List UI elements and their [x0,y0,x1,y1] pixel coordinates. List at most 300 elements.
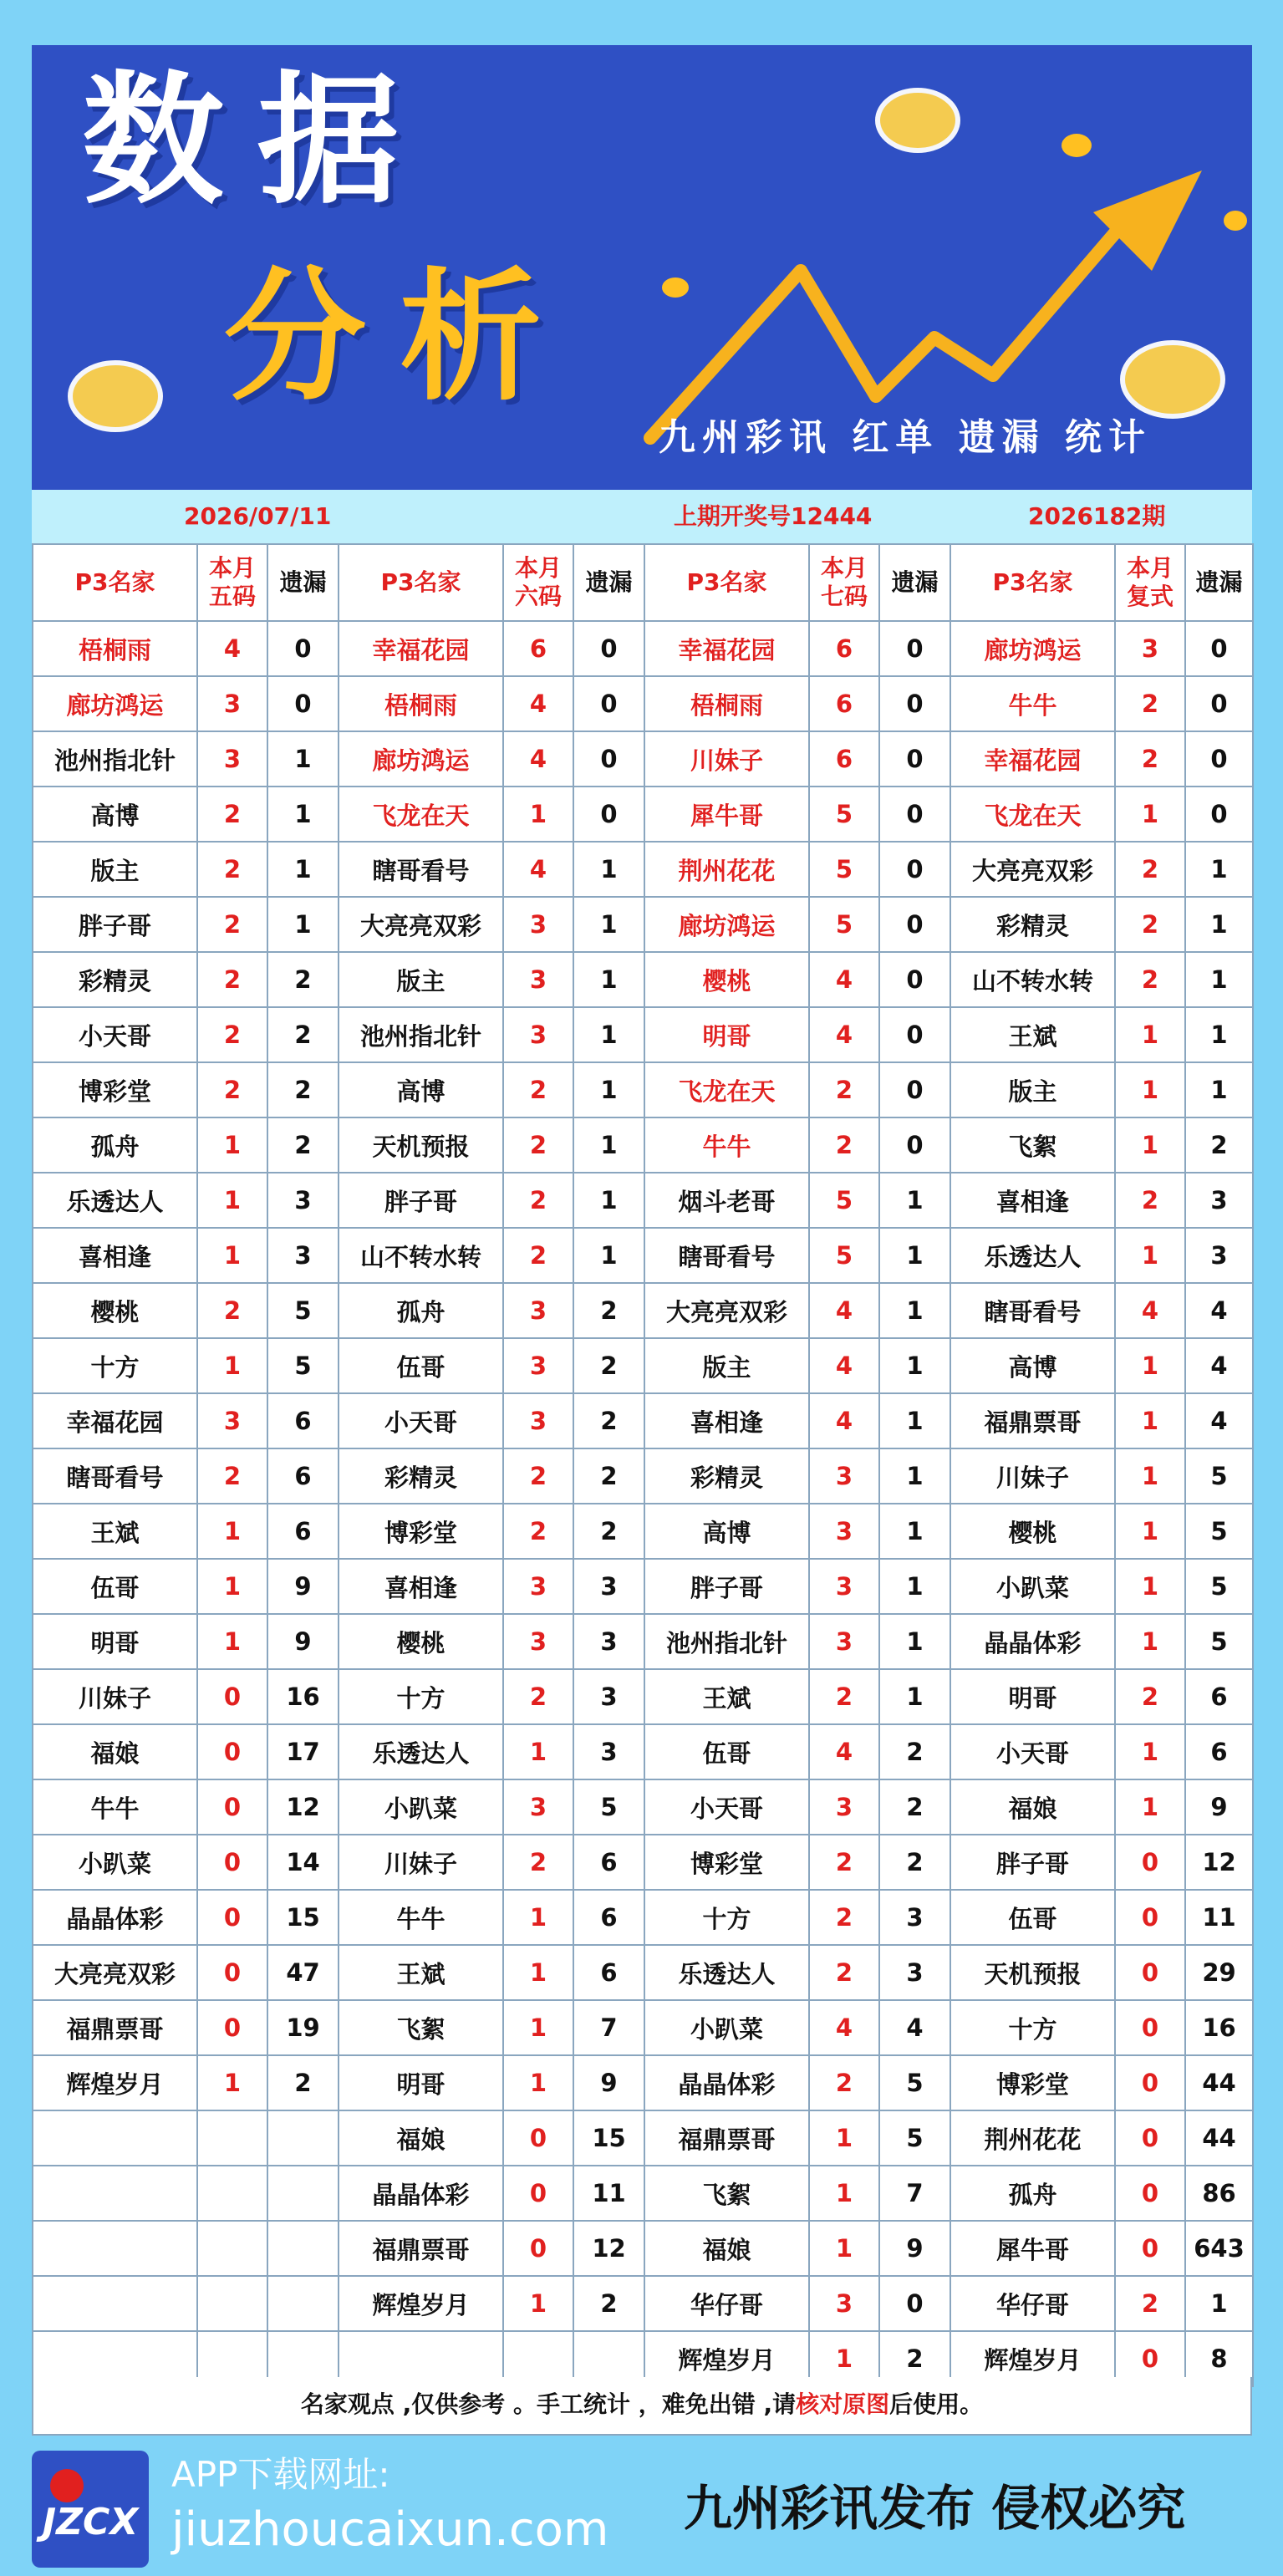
hit-count: 1 [503,2055,573,2110]
hit-count: 2 [503,1669,573,1724]
hit-count: 3 [809,1779,879,1835]
miss-count: 2 [573,1393,644,1448]
hit-count: 1 [1115,1779,1185,1835]
hit-count: 2 [1115,2276,1185,2331]
expert-name: 胖子哥 [33,897,197,952]
hit-count: 3 [503,1007,573,1062]
expert-name: 喜相逢 [644,1393,809,1448]
miss-count: 0 [879,621,950,676]
hit-count: 2 [503,1448,573,1504]
expert-name: 晶晶体彩 [950,1614,1115,1669]
expert-name: 飞龙在天 [950,787,1115,842]
hit-count: 3 [197,676,267,731]
table-row [33,842,1253,897]
expert-name: 伍哥 [339,1338,503,1393]
hit-count: 1 [1115,1228,1185,1283]
expert-name: 川妹子 [339,1835,503,1890]
miss-count: 2 [573,1504,644,1559]
expert-name: 小趴菜 [644,2000,809,2055]
expert-name: 博彩堂 [950,2055,1115,2110]
expert-name: 天机预报 [339,1117,503,1173]
miss-count: 44 [1185,2110,1253,2166]
table-row [33,897,1253,952]
hit-count: 2 [197,952,267,1007]
expert-name: 福娘 [33,1724,197,1779]
miss-count: 12 [573,2221,644,2276]
miss-count: 0 [879,787,950,842]
col-header-count: 本月五码 [197,544,267,621]
miss-count: 19 [267,2000,339,2055]
expert-name: 飞絮 [950,1117,1115,1173]
expert-name: 高博 [644,1504,809,1559]
expert-name: 晶晶体彩 [339,2166,503,2221]
miss-count: 3 [573,1669,644,1724]
expert-name: 福娘 [644,2221,809,2276]
expert-name: 晶晶体彩 [33,1890,197,1945]
empty-cell [197,2110,267,2166]
col-header-count: 本月复式 [1115,544,1185,621]
empty-cell [197,2221,267,2276]
hit-count: 2 [197,897,267,952]
expert-name: 飞絮 [339,2000,503,2055]
col-header-miss: 遗漏 [573,544,644,621]
table-row [33,2276,1253,2331]
miss-count: 2 [879,2331,950,2386]
table-row [33,1890,1253,1945]
hit-count: 3 [197,731,267,787]
miss-count: 0 [879,1007,950,1062]
expert-name: 小趴菜 [339,1779,503,1835]
expert-name: 牛牛 [950,676,1115,731]
miss-count: 1 [879,1504,950,1559]
disclaimer-note [32,2377,1252,2436]
miss-count: 2 [879,1779,950,1835]
hit-count: 2 [197,842,267,897]
miss-count: 29 [1185,1945,1253,2000]
expert-name: 川妹子 [33,1669,197,1724]
hit-count: 2 [1115,731,1185,787]
empty-cell [267,2110,339,2166]
expert-name: 伍哥 [950,1890,1115,1945]
logo-dot-icon [50,2469,84,2502]
hit-count: 2 [197,1448,267,1504]
hit-count: 5 [809,787,879,842]
miss-count: 1 [573,1062,644,1117]
hit-count: 2 [1115,897,1185,952]
hit-count: 4 [809,1393,879,1448]
expert-name: 乐透达人 [33,1173,197,1228]
miss-count: 3 [1185,1228,1253,1283]
hit-count: 1 [1115,1062,1185,1117]
miss-count: 3 [267,1173,339,1228]
hit-count: 2 [1115,842,1185,897]
expert-name: 犀牛哥 [950,2221,1115,2276]
expert-name: 乐透达人 [950,1228,1115,1283]
miss-count: 5 [879,2055,950,2110]
miss-count: 4 [879,2000,950,2055]
hit-count: 3 [809,1448,879,1504]
expert-name: 瞎哥看号 [950,1283,1115,1338]
expert-name: 大亮亮双彩 [339,897,503,952]
hit-count: 1 [1115,1724,1185,1779]
hit-count: 3 [503,1338,573,1393]
miss-count: 12 [1185,1835,1253,1890]
expert-name: 飞絮 [644,2166,809,2221]
hit-count: 2 [503,1504,573,1559]
expert-name: 梧桐雨 [644,676,809,731]
col-header-name: P3名家 [644,544,809,621]
hit-count: 2 [197,787,267,842]
expert-name: 博彩堂 [33,1062,197,1117]
miss-count: 1 [879,1283,950,1338]
expert-name: 彩精灵 [339,1448,503,1504]
expert-name: 牛牛 [644,1117,809,1173]
miss-count: 1 [879,1393,950,1448]
miss-count: 2 [573,2276,644,2331]
expert-name: 山不转水转 [339,1228,503,1283]
hit-count: 2 [809,1669,879,1724]
miss-count: 3 [573,1559,644,1614]
expert-name: 荆州花花 [950,2110,1115,2166]
hit-count: 1 [1115,1559,1185,1614]
table-row [33,1393,1253,1448]
miss-count: 1 [267,731,339,787]
expert-name: 犀牛哥 [644,787,809,842]
miss-count: 0 [573,787,644,842]
hit-count: 5 [809,1228,879,1283]
table-row [33,1724,1253,1779]
hit-count: 1 [809,2110,879,2166]
miss-count: 0 [573,731,644,787]
expert-name: 福娘 [339,2110,503,2166]
col-header-name: P3名家 [339,544,503,621]
hit-count: 1 [809,2166,879,2221]
expert-name: 樱桃 [339,1614,503,1669]
expert-name: 梧桐雨 [33,621,197,676]
hit-count: 3 [1115,621,1185,676]
expert-name: 幸福花园 [644,621,809,676]
expert-name: 王斌 [339,1945,503,2000]
expert-name: 廊坊鸿运 [644,897,809,952]
miss-count: 6 [267,1504,339,1559]
miss-count: 47 [267,1945,339,2000]
hit-count: 4 [809,1007,879,1062]
miss-count: 2 [573,1283,644,1338]
miss-count: 0 [879,1117,950,1173]
miss-count: 15 [573,2110,644,2166]
miss-count: 643 [1185,2221,1253,2276]
expert-name: 小天哥 [339,1393,503,1448]
app-download-link[interactable]: jiuzhoucaixun.com [171,2502,609,2557]
miss-count: 6 [573,1890,644,1945]
table-row [33,952,1253,1007]
empty-cell [197,2276,267,2331]
table-row [33,1228,1253,1283]
miss-count: 1 [879,1614,950,1669]
expert-name: 牛牛 [33,1779,197,1835]
expert-name: 华仔哥 [644,2276,809,2331]
miss-count: 14 [267,1835,339,1890]
col-header-count: 本月七码 [809,544,879,621]
table-row [33,1779,1253,1835]
hit-count: 2 [1115,1173,1185,1228]
hit-count: 0 [1115,1945,1185,2000]
miss-count: 5 [267,1283,339,1338]
hit-count: 5 [809,897,879,952]
miss-count: 0 [267,676,339,731]
expert-name: 廊坊鸿运 [339,731,503,787]
miss-count: 2 [267,952,339,1007]
empty-cell [33,2276,197,2331]
table-row [33,676,1253,731]
miss-count: 1 [573,897,644,952]
hit-count: 1 [197,1117,267,1173]
expert-name: 飞龙在天 [644,1062,809,1117]
hit-count: 3 [809,1614,879,1669]
expert-name: 池州指北针 [339,1007,503,1062]
expert-name: 福娘 [950,1779,1115,1835]
hit-count: 0 [1115,2000,1185,2055]
miss-count: 2 [879,1835,950,1890]
expert-name: 版主 [339,952,503,1007]
app-download-label: APP下载网址: [171,2454,390,2495]
hit-count: 1 [197,2055,267,2110]
expert-name: 山不转水转 [950,952,1115,1007]
hit-count: 4 [503,842,573,897]
table-header-row [33,544,1253,621]
miss-count: 44 [1185,2055,1253,2110]
miss-count: 9 [267,1614,339,1669]
hit-count: 1 [1115,1504,1185,1559]
miss-count: 0 [573,676,644,731]
table-row [33,1062,1253,1117]
expert-name: 辉煌岁月 [644,2331,809,2386]
expert-name: 胖子哥 [950,1835,1115,1890]
expert-name: 瞎哥看号 [644,1228,809,1283]
miss-count: 8 [1185,2331,1253,2386]
miss-count: 3 [267,1228,339,1283]
miss-count: 0 [879,1062,950,1117]
issue-date: 2026/07/11 [184,502,332,530]
table-row [33,1283,1253,1338]
hit-count: 1 [503,1890,573,1945]
miss-count: 6 [573,1945,644,2000]
hit-count: 4 [197,621,267,676]
expert-name: 池州指北针 [33,731,197,787]
expert-name: 福鼎票哥 [339,2221,503,2276]
expert-name: 小天哥 [644,1779,809,1835]
hit-count: 1 [503,2276,573,2331]
table-row [33,1338,1253,1393]
expert-name: 荆州花花 [644,842,809,897]
miss-count: 0 [879,842,950,897]
expert-name: 辉煌岁月 [33,2055,197,2110]
miss-count: 1 [879,1173,950,1228]
hit-count: 3 [809,1504,879,1559]
expert-name: 乐透达人 [644,1945,809,2000]
miss-count: 9 [1185,1779,1253,1835]
expert-name: 乐透达人 [339,1724,503,1779]
table-row [33,1835,1253,1890]
expert-name: 喜相逢 [339,1559,503,1614]
hit-count: 1 [1115,1007,1185,1062]
miss-count: 2 [267,1007,339,1062]
header-banner [32,45,1252,490]
miss-count: 6 [267,1448,339,1504]
hit-count: 0 [197,1724,267,1779]
expert-name: 天机预报 [950,1945,1115,2000]
expert-name: 小趴菜 [950,1559,1115,1614]
miss-count: 1 [1185,1007,1253,1062]
expert-name: 版主 [950,1062,1115,1117]
expert-name: 樱桃 [950,1504,1115,1559]
hit-count: 4 [1115,1283,1185,1338]
hit-count: 1 [503,2000,573,2055]
table-row [33,1614,1253,1669]
miss-count: 1 [1185,2276,1253,2331]
expert-name: 瞎哥看号 [33,1448,197,1504]
empty-cell [33,2166,197,2221]
expert-name: 福鼎票哥 [950,1393,1115,1448]
miss-count: 6 [267,1393,339,1448]
hit-count: 1 [197,1338,267,1393]
hit-count: 2 [809,1117,879,1173]
hit-count: 0 [503,2166,573,2221]
expert-name: 明哥 [950,1669,1115,1724]
info-bar [32,490,1252,543]
empty-cell [33,2221,197,2276]
hit-count: 2 [809,2055,879,2110]
expert-name: 樱桃 [33,1283,197,1338]
hit-count: 3 [503,1614,573,1669]
expert-name: 廊坊鸿运 [33,676,197,731]
last-draw-number: 上期开奖号12444 [674,502,873,530]
table-row [33,1173,1253,1228]
hit-count: 4 [809,2000,879,2055]
miss-count: 1 [1185,952,1253,1007]
hit-count: 3 [503,1779,573,1835]
hit-count: 6 [809,676,879,731]
expert-name: 川妹子 [950,1448,1115,1504]
expert-name: 烟斗老哥 [644,1173,809,1228]
miss-count: 86 [1185,2166,1253,2221]
expert-name: 幸福花园 [33,1393,197,1448]
expert-name: 樱桃 [644,952,809,1007]
miss-count: 1 [573,1228,644,1283]
table-row [33,1117,1253,1173]
expert-name: 博彩堂 [339,1504,503,1559]
hit-count: 0 [197,1945,267,2000]
miss-count: 5 [573,1779,644,1835]
hit-count: 1 [1115,1338,1185,1393]
hit-count: 1 [1115,1117,1185,1173]
expert-name: 十方 [339,1669,503,1724]
expert-name: 喜相逢 [950,1173,1115,1228]
expert-name: 王斌 [950,1007,1115,1062]
hit-count: 2 [503,1062,573,1117]
empty-cell [267,2276,339,2331]
miss-count: 3 [573,1724,644,1779]
hit-count: 2 [809,1062,879,1117]
miss-count: 2 [267,1062,339,1117]
hit-count: 1 [197,1614,267,1669]
expert-name: 池州指北针 [644,1614,809,1669]
expert-name: 十方 [644,1890,809,1945]
miss-count: 3 [879,1890,950,1945]
miss-count: 0 [1185,731,1253,787]
expert-name: 幸福花园 [339,621,503,676]
miss-count: 4 [1185,1393,1253,1448]
hit-count: 0 [1115,2221,1185,2276]
expert-name: 博彩堂 [644,1835,809,1890]
empty-cell [33,2110,197,2166]
table-row [33,2055,1253,2110]
hit-count: 6 [503,621,573,676]
hit-count: 4 [503,676,573,731]
hit-count: 1 [1115,787,1185,842]
hit-count: 5 [809,1173,879,1228]
miss-count: 11 [1185,1890,1253,1945]
expert-name: 胖子哥 [339,1173,503,1228]
hit-count: 1 [503,1945,573,2000]
table-row [33,787,1253,842]
miss-count: 2 [267,1117,339,1173]
miss-count: 1 [267,897,339,952]
miss-count: 15 [267,1890,339,1945]
miss-count: 2 [573,1448,644,1504]
miss-count: 1 [573,842,644,897]
miss-count: 0 [573,621,644,676]
expert-name: 明哥 [644,1007,809,1062]
miss-count: 5 [1185,1448,1253,1504]
expert-name: 辉煌岁月 [339,2276,503,2331]
table-row [33,1945,1253,2000]
expert-name: 王斌 [33,1504,197,1559]
miss-count: 2 [573,1338,644,1393]
hit-count: 2 [809,1945,879,2000]
miss-count: 1 [1185,842,1253,897]
hit-count: 0 [1115,2166,1185,2221]
miss-count: 1 [573,952,644,1007]
miss-count: 2 [1185,1117,1253,1173]
hit-count: 3 [503,897,573,952]
expert-name: 大亮亮双彩 [950,842,1115,897]
hit-count: 1 [809,2331,879,2386]
table-row [33,621,1253,676]
hit-count: 3 [503,1559,573,1614]
table-row [33,1559,1253,1614]
hit-count: 3 [197,1393,267,1448]
miss-count: 5 [267,1338,339,1393]
miss-count: 1 [879,1669,950,1724]
expert-name: 瞎哥看号 [339,842,503,897]
miss-count: 4 [1185,1338,1253,1393]
disclaimer-text-end: 后使用。 [889,2390,984,2418]
col-header-count: 本月六码 [503,544,573,621]
col-header-miss: 遗漏 [1185,544,1253,621]
hit-count: 0 [1115,1890,1185,1945]
expert-name: 明哥 [339,2055,503,2110]
expert-name: 伍哥 [644,1724,809,1779]
expert-name: 彩精灵 [33,952,197,1007]
miss-count: 2 [879,1724,950,1779]
expert-name: 彩精灵 [644,1448,809,1504]
hit-count: 2 [503,1117,573,1173]
hit-count: 2 [1115,676,1185,731]
miss-count: 5 [879,2110,950,2166]
hit-count: 1 [1115,1393,1185,1448]
miss-count: 17 [267,1724,339,1779]
